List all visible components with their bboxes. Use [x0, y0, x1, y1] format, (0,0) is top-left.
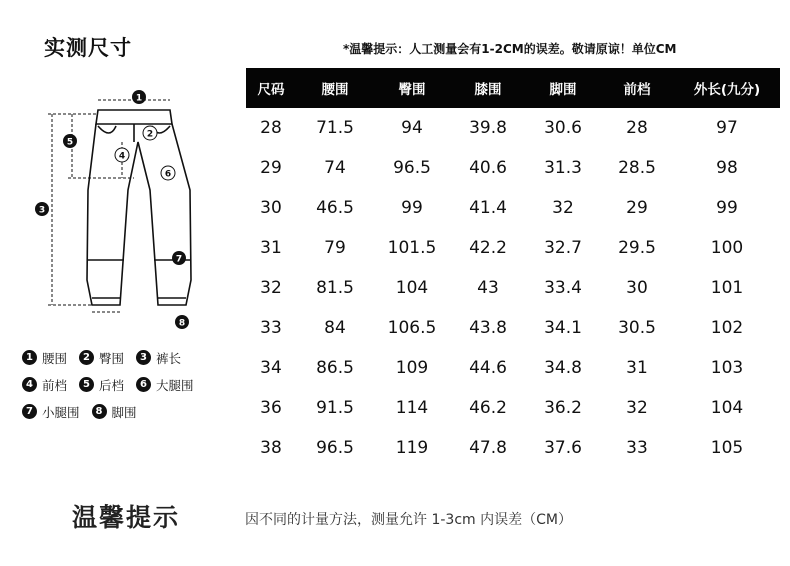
table-cell: 31	[626, 358, 648, 378]
legend-label: 前档	[42, 377, 68, 393]
diagram-marker-4: 4	[118, 151, 126, 162]
table-cell: 34	[260, 358, 282, 378]
table-cell: 96.5	[316, 438, 354, 458]
header-hip: 臀围	[398, 82, 426, 98]
legend-number: 5	[79, 377, 94, 392]
header-outseam: 外长(九分)	[693, 82, 761, 98]
table-cell: 28	[260, 118, 282, 138]
table-cell: 101.5	[387, 238, 437, 258]
table-cell: 28.5	[618, 158, 656, 178]
legend-number: 1	[22, 350, 37, 365]
table-cell: 38	[260, 438, 282, 458]
legend-label: 后档	[99, 377, 125, 393]
diagram-marker-8: 8	[178, 318, 186, 329]
table-cell: 46.5	[316, 198, 354, 218]
table-row	[246, 308, 780, 348]
diagram-marker-1: 1	[135, 93, 143, 104]
legend-number: 7	[22, 404, 37, 419]
legend-label: 裤长	[156, 350, 182, 366]
table-cell: 32	[552, 198, 574, 218]
legend-item	[22, 376, 67, 394]
header-leg-opening: 脚围	[549, 82, 577, 98]
pants-diagram	[22, 80, 244, 340]
table-cell: 105	[710, 438, 744, 458]
legend-number: 6	[136, 377, 151, 392]
table-cell: 34.8	[544, 358, 582, 378]
legend-label: 臀围	[99, 350, 125, 366]
legend-number: 2	[79, 350, 94, 365]
diagram-marker-5: 5	[66, 137, 74, 148]
table-cell: 74	[324, 158, 346, 178]
table-cell: 32	[260, 278, 282, 298]
table-row	[246, 148, 780, 188]
table-cell: 42.2	[469, 238, 507, 258]
table-cell: 102	[710, 318, 744, 338]
table-cell: 29.5	[618, 238, 656, 258]
table-cell: 43	[477, 278, 499, 298]
table-cell: 99	[401, 198, 423, 218]
table-cell: 41.4	[469, 198, 507, 218]
table-cell: 91.5	[316, 398, 354, 418]
table-cell: 32.7	[544, 238, 582, 258]
table-cell: 86.5	[316, 358, 354, 378]
diagram-marker-2: 2	[146, 129, 154, 140]
table-cell: 97	[716, 118, 738, 138]
table-cell: 39.8	[469, 118, 507, 138]
table-row	[246, 428, 780, 468]
legend-item	[79, 376, 124, 394]
legend-item	[79, 349, 124, 367]
legend-number: 4	[22, 377, 37, 392]
measurement-legend	[22, 344, 252, 425]
table-cell: 94	[401, 118, 423, 138]
table-cell: 33	[260, 318, 282, 338]
legend-item	[22, 349, 67, 367]
table-cell: 40.6	[469, 158, 507, 178]
table-row	[246, 268, 780, 308]
table-cell: 28	[626, 118, 648, 138]
table-cell: 84	[324, 318, 346, 338]
table-cell: 71.5	[316, 118, 354, 138]
table-cell: 99	[716, 198, 738, 218]
table-cell: 29	[260, 158, 282, 178]
table-cell: 33	[626, 438, 648, 458]
table-header	[246, 68, 780, 108]
legend-label: 小腿围	[42, 404, 80, 420]
header-front-rise: 前档	[623, 82, 651, 98]
table-cell: 98	[716, 158, 738, 178]
table-cell: 114	[395, 398, 429, 418]
legend-row	[22, 398, 252, 425]
diagram-marker-7: 7	[175, 254, 183, 265]
table-cell: 30.5	[618, 318, 656, 338]
legend-row	[22, 344, 252, 371]
header-size: 尺码	[257, 82, 285, 98]
table-cell: 30	[260, 198, 282, 218]
table-cell: 36	[260, 398, 282, 418]
measurement-note: *温馨提示：人工测量会有1-2CM的误差。敬请原谅！单位CM	[343, 42, 677, 56]
table-row	[246, 108, 780, 148]
table-cell: 96.5	[393, 158, 431, 178]
table-cell: 32	[626, 398, 648, 418]
table-cell: 109	[395, 358, 429, 378]
legend-row	[22, 371, 252, 398]
header-waist: 腰围	[321, 82, 349, 98]
table-cell: 81.5	[316, 278, 354, 298]
table-row	[246, 188, 780, 228]
legend-item	[136, 349, 181, 367]
header-knee: 膝围	[474, 82, 502, 98]
size-table	[246, 68, 780, 468]
legend-item	[22, 403, 80, 421]
table-cell: 36.2	[544, 398, 582, 418]
table-cell: 33.4	[544, 278, 582, 298]
table-cell: 100	[710, 238, 744, 258]
table-row	[246, 228, 780, 268]
diagram-marker-3: 3	[38, 205, 46, 216]
table-cell: 46.2	[469, 398, 507, 418]
table-cell: 30	[626, 278, 648, 298]
table-cell: 101	[710, 278, 744, 298]
diagram-marker-6: 6	[164, 169, 172, 180]
table-cell: 34.1	[544, 318, 582, 338]
table-cell: 79	[324, 238, 346, 258]
legend-label: 脚围	[111, 404, 137, 420]
table-cell: 119	[395, 438, 429, 458]
page-title: 实测尺寸	[44, 36, 132, 60]
legend-number: 3	[136, 350, 151, 365]
table-row	[246, 388, 780, 428]
table-cell: 44.6	[469, 358, 507, 378]
footer-title: 温馨提示	[72, 503, 181, 532]
table-cell: 30.6	[544, 118, 582, 138]
legend-label: 腰围	[42, 350, 68, 366]
table-cell: 29	[626, 198, 648, 218]
table-cell: 104	[395, 278, 429, 298]
table-body	[246, 108, 780, 468]
legend-item	[136, 376, 194, 394]
table-cell: 31	[260, 238, 282, 258]
table-cell: 104	[710, 398, 744, 418]
table-cell: 47.8	[469, 438, 507, 458]
table-cell: 31.3	[544, 158, 582, 178]
table-cell: 106.5	[387, 318, 437, 338]
legend-item	[92, 403, 137, 421]
table-cell: 43.8	[469, 318, 507, 338]
table-cell: 103	[710, 358, 744, 378]
footer-text: 因不同的计量方法，测量允许 1-3cm 内误差（CM）	[245, 512, 572, 528]
table-row	[246, 348, 780, 388]
legend-label: 大腿围	[156, 377, 194, 393]
table-cell: 37.6	[544, 438, 582, 458]
legend-number: 8	[92, 404, 107, 419]
